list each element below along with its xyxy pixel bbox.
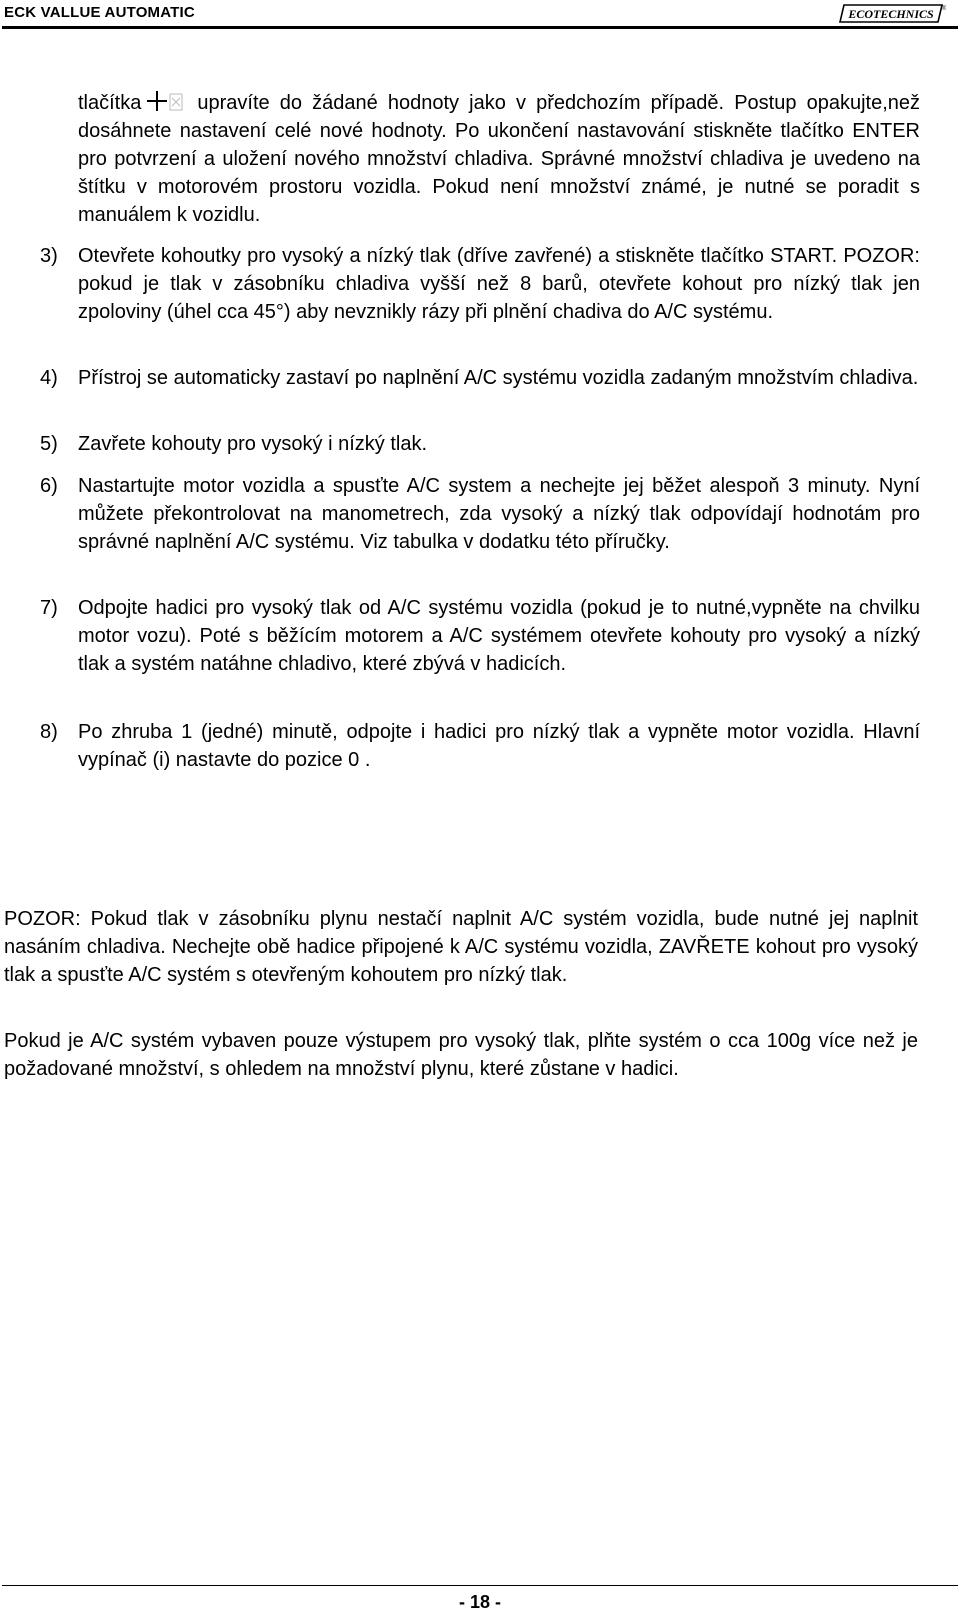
page-header [0, 0, 960, 34]
warning-note: POZOR: Pokud tlak v zásobníku plynu nestačí naplnit A/C systém vozidla, bude nutné jej naplnit nasáním chladiva. Nechejte obě hadice připojené k A/C systému vozidla, ZAVŘETE kohout pro vysoký tlak a spusťte A/C systém s otevřeným kohoutem pro nízký tlak. [4, 908, 918, 986]
footer-divider [2, 1585, 958, 1586]
step-item [40, 594, 920, 678]
ecotechnics-logo [838, 2, 946, 24]
brand-text: ECOTECHNICS [848, 7, 934, 21]
step-number: 7) [40, 597, 58, 619]
step-number: 3) [40, 245, 58, 267]
step-text: Odpojte hadici pro vysoký tlak od A/C systému vozidla (pokud je to nutné,vypněte na chvilku motor vozu). Poté s běžícím motorem a A/C systémem otevřete kohouty pro vysoký a nízký tlak a systém natáhne chladivo, které zbývá v hadicích. [78, 597, 920, 675]
step-text: Přístroj se automaticky zastaví po naplnění A/C systému vozidla zadaným množstvím chladiva. [78, 367, 919, 389]
broken-image-icon [169, 91, 183, 109]
step-text: Zavřete kohouty pro vysoký i nízký tlak. [78, 433, 428, 455]
step-text: Otevřete kohoutky pro vysoký a nízký tlak (dříve zavřené) a stiskněte tlačítko START. POZOR: pokud je tlak v zásobníku chladiva vyšší než 8 barů, otevřete kohout pro nízký tlak jen zpoloviny (úhel cca 45°) aby nevznikly rázy při plnění chadiva do A/C systému. [78, 245, 920, 323]
header-divider [2, 26, 958, 29]
step-number: 6) [40, 475, 58, 497]
step-item [40, 242, 920, 326]
intro-prefix: tlačítka [78, 92, 142, 114]
step-item [40, 364, 920, 392]
info-note: Pokud je A/C systém vybaven pouze výstupem pro vysoký tlak, plňte systém o cca 100g více než je požadované množství, s ohledem na množství plynu, které zůstane v hadici. [4, 1030, 918, 1080]
brand-registered-mark: ® [942, 6, 946, 12]
step-number: 5) [40, 433, 58, 455]
step-item [40, 718, 920, 774]
step-item [40, 430, 920, 458]
header-title: ECK VALLUE AUTOMATIC [4, 4, 195, 21]
plus-icon [147, 91, 167, 111]
intro-paragraph [78, 89, 920, 229]
step-number: 4) [40, 367, 58, 389]
intro-text: upravíte do žádané hodnoty jako v předchozím případě. Postup opakujte,než dosáhnete nastavení celé nové hodnoty. Po ukončení nastavování stiskněte tlačítko ENTER pro potvrzení a uložení nového množství chladiva. Správné množství chladiva je uvedeno na štítku v motorovém prostoru vozidla. Pokud není množství známé, je nutné se poradit s manuálem k vozidlu. [78, 92, 920, 226]
step-text: Po zhruba 1 (jedné) minutě, odpojte i hadici pro nízký tlak a vypněte motor vozidla. Hlavní vypínač (i) nastavte do pozice 0 . [78, 721, 920, 771]
page-number: - 18 - [458, 1592, 501, 1612]
step-number: 8) [40, 721, 58, 743]
step-item [40, 472, 920, 556]
step-text: Nastartujte motor vozidla a spusťte A/C system a nechejte jej běžet alespoň 3 minuty. Nyní můžete překontrolovat na manometrech, zda vysoký a nízký tlak odpovídají hodnotám pro správné naplnění A/C systému. Viz tabulka v dodatku této příručky. [78, 475, 920, 553]
